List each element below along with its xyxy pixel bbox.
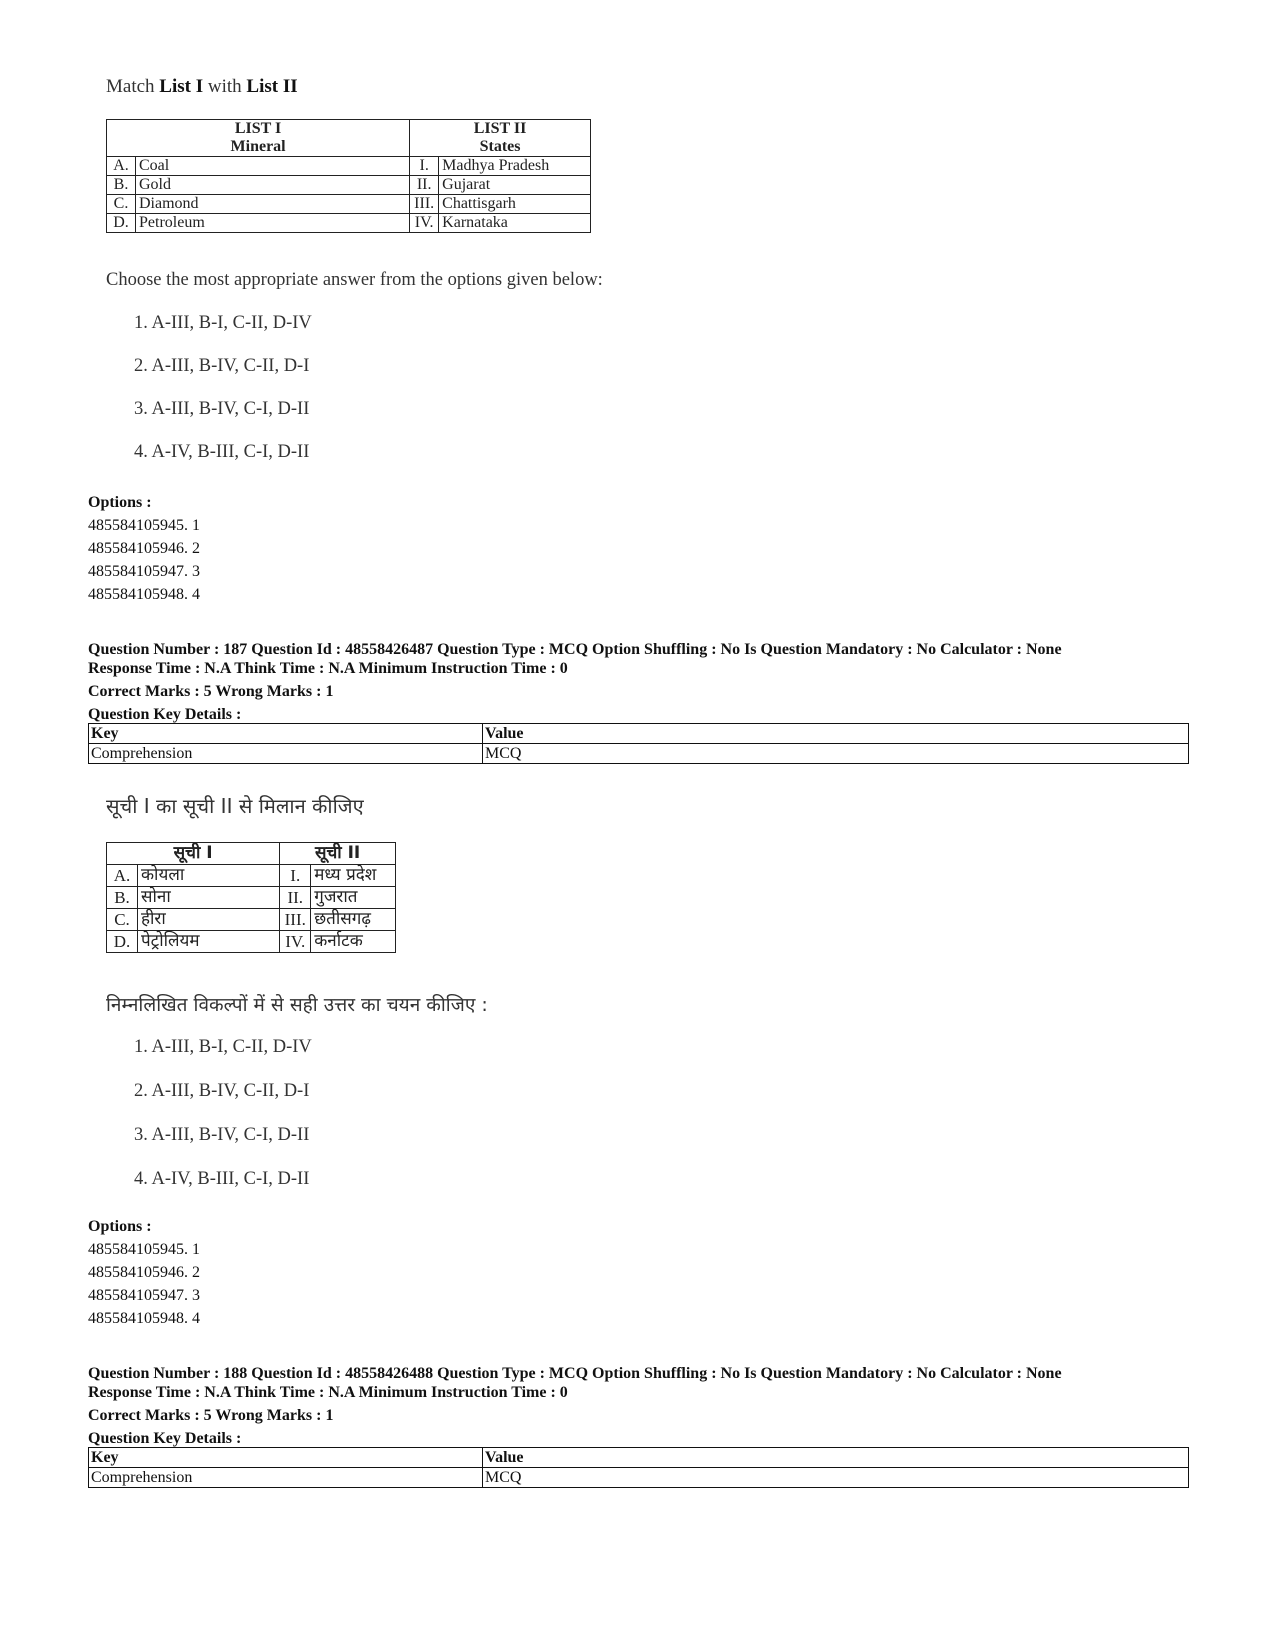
- option-id: 485584105946. 2: [88, 540, 200, 557]
- question-meta-line1: Question Number : 187 Question Id : 48558426487 Question Type : MCQ Option Shuffling : No Is Question Mandatory : No Calculator : None: [88, 641, 1062, 658]
- options-label: Options :: [88, 494, 152, 511]
- marks: Correct Marks : 5 Wrong Marks : 1: [88, 683, 334, 700]
- heading-list1: List I: [159, 76, 204, 97]
- question-meta-line1: Question Number : 188 Question Id : 48558426488 Question Type : MCQ Option Shuffling : No Is Question Mandatory : No Calculator : None: [88, 1365, 1062, 1382]
- key-details-label: Question Key Details :: [88, 706, 242, 723]
- key-details-table: Key Value Comprehension MCQ: [88, 723, 1189, 764]
- answer-choice: 1. A-III, B-I, C-II, D-IV: [134, 1037, 312, 1057]
- option-id: 485584105946. 2: [88, 1264, 200, 1281]
- option-id: 485584105945. 1: [88, 517, 200, 534]
- answer-choice: 2. A-III, B-IV, C-II, D-I: [134, 1081, 310, 1101]
- answer-choice: 1. A-III, B-I, C-II, D-IV: [134, 313, 312, 333]
- table-row: A. कोयला I. मध्य प्रदेश: [107, 865, 396, 887]
- question-meta-line2: Response Time : N.A Think Time : N.A Minimum Instruction Time : 0: [88, 1384, 568, 1401]
- table-row: C. हीरा III. छतीसगढ़: [107, 909, 396, 931]
- heading-prefix: Match: [106, 76, 160, 97]
- match-table: [106, 119, 591, 233]
- table-row: D. पेट्रोलियम IV. कर्नाटक: [107, 931, 396, 953]
- table-row: B. Gold II. Gujarat: [107, 176, 591, 195]
- option-id: 485584105945. 1: [88, 1241, 200, 1258]
- hindi-table-wrapper: [106, 842, 396, 953]
- list2-header: LIST II States: [410, 120, 591, 157]
- choose-instruction: Choose the most appropriate answer from the options given below:: [106, 270, 603, 290]
- answer-choice: 4. A-IV, B-III, C-I, D-II: [134, 1169, 310, 1189]
- option-id: 485584105947. 3: [88, 563, 200, 580]
- question-meta-line2: Response Time : N.A Think Time : N.A Minimum Instruction Time : 0: [88, 660, 568, 677]
- hindi-list2-header: सूची II: [280, 843, 396, 865]
- hindi-list1-header: सूची I: [107, 843, 280, 865]
- answer-choice: 3. A-III, B-IV, C-I, D-II: [134, 1125, 310, 1145]
- list1-header: LIST I Mineral: [107, 120, 410, 157]
- answer-choice: 3. A-III, B-IV, C-I, D-II: [134, 399, 310, 419]
- option-id: 485584105948. 4: [88, 586, 200, 603]
- options-block: [88, 493, 200, 604]
- table-row: A. Coal I. Madhya Pradesh: [107, 157, 591, 176]
- marks: Correct Marks : 5 Wrong Marks : 1: [88, 1407, 334, 1424]
- question-187-meta: [88, 640, 1062, 724]
- question-188-meta: [88, 1364, 1062, 1448]
- key-details-table: Key Value Comprehension MCQ: [88, 1447, 1189, 1488]
- hindi-choose-instruction: निम्नलिखित विकल्पों में से सही उत्तर का चयन कीजिए :: [106, 994, 488, 1016]
- key-details-label: Question Key Details :: [88, 1430, 242, 1447]
- table-row: B. सोना II. गुजरात: [107, 887, 396, 909]
- options-label: Options :: [88, 1218, 152, 1235]
- match-heading: [106, 76, 298, 98]
- options-block: [88, 1217, 200, 1328]
- answer-choice: 4. A-IV, B-III, C-I, D-II: [134, 442, 310, 462]
- option-id: 485584105947. 3: [88, 1287, 200, 1304]
- hindi-match-heading: सूची I का सूची II से मिलान कीजिए: [106, 794, 364, 818]
- table-row: C. Diamond III. Chattisgarh: [107, 195, 591, 214]
- table-row: D. Petroleum IV. Karnataka: [107, 214, 591, 233]
- answer-choice: 2. A-III, B-IV, C-II, D-I: [134, 356, 310, 376]
- option-id: 485584105948. 4: [88, 1310, 200, 1327]
- heading-list2: List II: [246, 76, 298, 97]
- match-table-wrapper: [106, 119, 591, 233]
- hindi-match-table: [106, 842, 396, 953]
- heading-mid: with: [203, 76, 247, 97]
